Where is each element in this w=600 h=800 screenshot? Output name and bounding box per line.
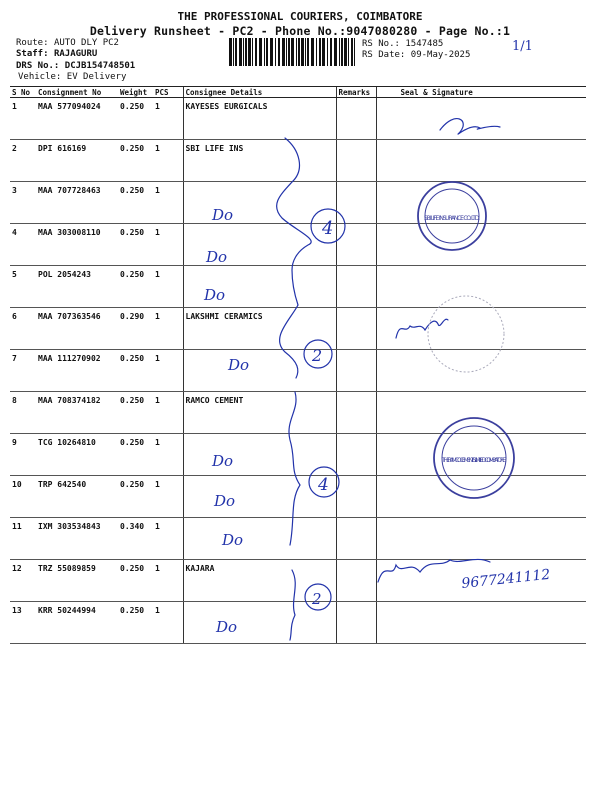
ditto-row-10: Do bbox=[214, 492, 236, 510]
sno-cell: 5 bbox=[10, 266, 36, 308]
handwritten-phone: 9677241112 bbox=[460, 566, 552, 592]
stamp-sbi-text: SBI LIFE INSURANCE CO. LTD. bbox=[424, 215, 480, 222]
col-seal: Seal & Signature bbox=[376, 87, 586, 98]
pcs-cell: 1 bbox=[153, 182, 183, 224]
sno-cell: 2 bbox=[10, 140, 36, 182]
pcs-cell: 1 bbox=[153, 476, 183, 518]
weight-cell: 0.290 bbox=[118, 308, 153, 350]
pcs-cell: 1 bbox=[153, 308, 183, 350]
consignee-cell: KAYESES EURGICALS bbox=[183, 98, 336, 140]
sno-cell: 4 bbox=[10, 224, 36, 266]
staff-value: RAJAGURU bbox=[53, 49, 98, 59]
consignment-cell: MAA 707363546 bbox=[36, 308, 118, 350]
consignee-cell: LAKSHMI CERAMICS bbox=[183, 308, 336, 350]
weight-cell: 0.250 bbox=[118, 98, 153, 140]
consignment-cell: TRZ 55089859 bbox=[36, 560, 118, 602]
sno-cell: 1 bbox=[10, 98, 36, 140]
bracket-2 bbox=[280, 305, 298, 378]
signature-row-1 bbox=[440, 119, 500, 134]
col-remarks: Remarks bbox=[336, 87, 376, 98]
corner-mark: 1/1 bbox=[512, 39, 533, 54]
runsheet-title: Delivery Runsheet - PC2 - Phone No.:9047080280 - Page No.:1 bbox=[89, 24, 511, 38]
bracket-1 bbox=[277, 138, 312, 305]
signature-row-6 bbox=[396, 319, 448, 338]
route-value: AUTO DLY PC2 bbox=[53, 38, 119, 48]
consignee-cell: SBI LIFE INS bbox=[183, 140, 336, 182]
sno-cell: 6 bbox=[10, 308, 36, 350]
weight-cell: 0.250 bbox=[118, 224, 153, 266]
ditto-row-11: Do bbox=[222, 531, 244, 549]
weight-cell: 0.250 bbox=[118, 182, 153, 224]
sno-cell: 13 bbox=[10, 602, 36, 644]
consignment-cell: TCG 10264810 bbox=[36, 434, 118, 476]
weight-cell: 0.250 bbox=[118, 140, 153, 182]
pcs-cell: 1 bbox=[153, 266, 183, 308]
drs-value: DCJB154748501 bbox=[64, 61, 136, 71]
weight-cell: 0.250 bbox=[118, 266, 153, 308]
ditto-row-4: Do bbox=[206, 248, 228, 266]
vehicle-value: EV Delivery bbox=[66, 72, 127, 82]
consignment-cell: IXM 303534843 bbox=[36, 518, 118, 560]
company-title: THE PROFESSIONAL COURIERS, COIMBATORE bbox=[177, 10, 423, 23]
col-pcs: PCS bbox=[153, 87, 183, 98]
stamp-ramco-text: THE RAMCO CEMENTS LIMITED COIMBATORE bbox=[442, 457, 506, 464]
pcs-cell: 1 bbox=[153, 434, 183, 476]
pcs-cell: 1 bbox=[153, 560, 183, 602]
pcs-cell: 1 bbox=[153, 602, 183, 644]
weight-cell: 0.250 bbox=[118, 434, 153, 476]
col-consignee: Consignee Details bbox=[183, 87, 336, 98]
sno-cell: 7 bbox=[10, 350, 36, 392]
sno-cell: 10 bbox=[10, 476, 36, 518]
handwritten-text bbox=[203, 206, 551, 636]
ditto-row-7: Do bbox=[228, 356, 250, 374]
count-group-3: 4 bbox=[318, 475, 329, 495]
consignment-cell: TRP 642540 bbox=[36, 476, 118, 518]
ditto-row-3: Do bbox=[212, 206, 234, 224]
pcs-cell: 1 bbox=[153, 224, 183, 266]
consignment-cell: DPI 616169 bbox=[36, 140, 118, 182]
weight-cell: 0.250 bbox=[118, 602, 153, 644]
sno-cell: 9 bbox=[10, 434, 36, 476]
ditto-row-9: Do bbox=[212, 452, 234, 470]
consignment-cell: POL 2054243 bbox=[36, 266, 118, 308]
pen-strokes bbox=[277, 39, 533, 640]
stamp-ramco bbox=[434, 418, 514, 498]
consignment-cell: MAA 707728463 bbox=[36, 182, 118, 224]
stamp-faint bbox=[428, 296, 504, 372]
weight-cell: 0.250 bbox=[118, 392, 153, 434]
staff-line: Staff: RAJAGURU bbox=[16, 49, 98, 59]
sno-cell: 11 bbox=[10, 518, 36, 560]
weight-cell: 0.250 bbox=[118, 350, 153, 392]
ditto-row-13: Do bbox=[216, 618, 238, 636]
sno-cell: 3 bbox=[10, 182, 36, 224]
rs-no-line: RS No.: 1547485 bbox=[362, 39, 444, 49]
consignment-cell: MAA 303008110 bbox=[36, 224, 118, 266]
pcs-cell: 1 bbox=[153, 392, 183, 434]
consignee-cell: KAJARA bbox=[183, 560, 336, 602]
vehicle-line: Vehicle: EV Delivery bbox=[18, 72, 127, 82]
pcs-cell: 1 bbox=[153, 350, 183, 392]
weight-cell: 0.250 bbox=[118, 560, 153, 602]
col-consignment: Consignment No bbox=[36, 87, 118, 98]
count-group-4: 2 bbox=[312, 590, 322, 608]
consignee-cell: RAMCO CEMENT bbox=[183, 392, 336, 434]
sno-cell: 8 bbox=[10, 392, 36, 434]
count-group-1: 4 bbox=[322, 218, 334, 239]
col-weight: Weight bbox=[118, 87, 153, 98]
consignment-cell: KRR 50244994 bbox=[36, 602, 118, 644]
pcs-cell: 1 bbox=[153, 140, 183, 182]
bracket-3 bbox=[289, 392, 300, 545]
route-line: Route: AUTO DLY PC2 bbox=[16, 38, 119, 48]
pcs-cell: 1 bbox=[153, 518, 183, 560]
col-sno: S No bbox=[10, 87, 36, 98]
rs-date-value: 09-May-2025 bbox=[410, 50, 471, 60]
drs-line: DRS No.: DCJB154748501 bbox=[16, 61, 136, 71]
count-group-2: 2 bbox=[312, 346, 323, 365]
rs-date-line: RS Date: 09-May-2025 bbox=[362, 50, 471, 60]
sno-cell: 12 bbox=[10, 560, 36, 602]
bracket-4 bbox=[290, 570, 295, 640]
weight-cell: 0.250 bbox=[118, 476, 153, 518]
consignment-cell: MAA 577094024 bbox=[36, 98, 118, 140]
ditto-row-5: Do bbox=[204, 286, 226, 304]
stamp-sbi bbox=[418, 182, 486, 250]
pcs-cell: 1 bbox=[153, 98, 183, 140]
consignment-cell: MAA 111270902 bbox=[36, 350, 118, 392]
rs-no-value: 1547485 bbox=[405, 39, 444, 49]
consignment-cell: MAA 708374182 bbox=[36, 392, 118, 434]
weight-cell: 0.340 bbox=[118, 518, 153, 560]
